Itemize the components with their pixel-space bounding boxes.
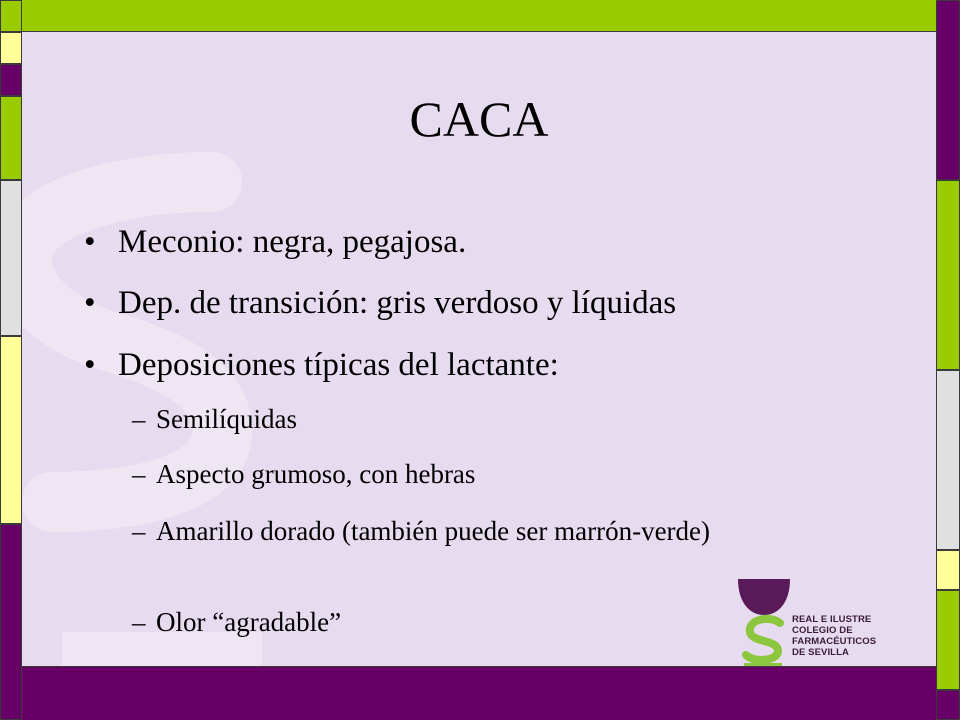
left-deco-block [0, 96, 22, 180]
dash-glyph: – [132, 607, 146, 637]
bullet-glyph: • [84, 285, 96, 321]
right-deco-block [936, 550, 960, 590]
sub-bullet-text: Olor “agradable” [156, 607, 342, 637]
right-deco-block [936, 690, 960, 720]
college-logo-icon [736, 577, 792, 666]
bottom-purple-bar [22, 666, 936, 720]
bullet-item [84, 283, 676, 323]
logo-line: DE SEVILLA [792, 647, 849, 658]
bullet-text: Dep. de transición: gris verdoso y líquidas [118, 285, 677, 321]
bullet-item [84, 345, 559, 385]
left-deco-block [0, 64, 22, 96]
left-deco-block [0, 524, 22, 720]
right-deco-block [936, 0, 960, 180]
bullet-glyph: • [84, 224, 96, 260]
dash-glyph: – [132, 404, 146, 434]
sub-bullet-item [132, 605, 832, 639]
right-deco-block [936, 180, 960, 370]
sub-bullet-text: Aspecto grumoso, con hebras [156, 459, 476, 489]
sub-bullet-item [132, 514, 832, 548]
bullet-text: Meconio: negra, pegajosa. [118, 224, 467, 260]
dash-glyph: – [132, 516, 146, 546]
bullet-glyph: • [84, 347, 96, 383]
slide-content-area [22, 32, 936, 666]
left-deco-block [0, 0, 22, 32]
sub-bullet-item [132, 402, 832, 436]
left-deco-block [0, 336, 22, 524]
bullet-item [84, 222, 466, 262]
college-logo-text [792, 614, 936, 658]
right-deco-block [936, 370, 960, 550]
left-deco-block [0, 180, 22, 336]
logo-line: REAL E ILUSTRE [792, 614, 872, 625]
right-deco-block [936, 590, 960, 690]
sub-bullet-item [132, 457, 832, 491]
dash-glyph: – [132, 459, 146, 489]
sub-bullet-text: Semilíquidas [156, 404, 297, 434]
left-deco-block [0, 32, 22, 64]
top-green-bar [22, 0, 936, 32]
logo-line: COLEGIO DE FARMACÉUTICOS [792, 625, 877, 647]
slide-title: CACA [409, 91, 549, 147]
bullet-text: Deposiciones típicas del lactante: [118, 347, 559, 383]
sub-bullet-text: Amarillo dorado (también puede ser marrón-verde) [156, 516, 711, 546]
